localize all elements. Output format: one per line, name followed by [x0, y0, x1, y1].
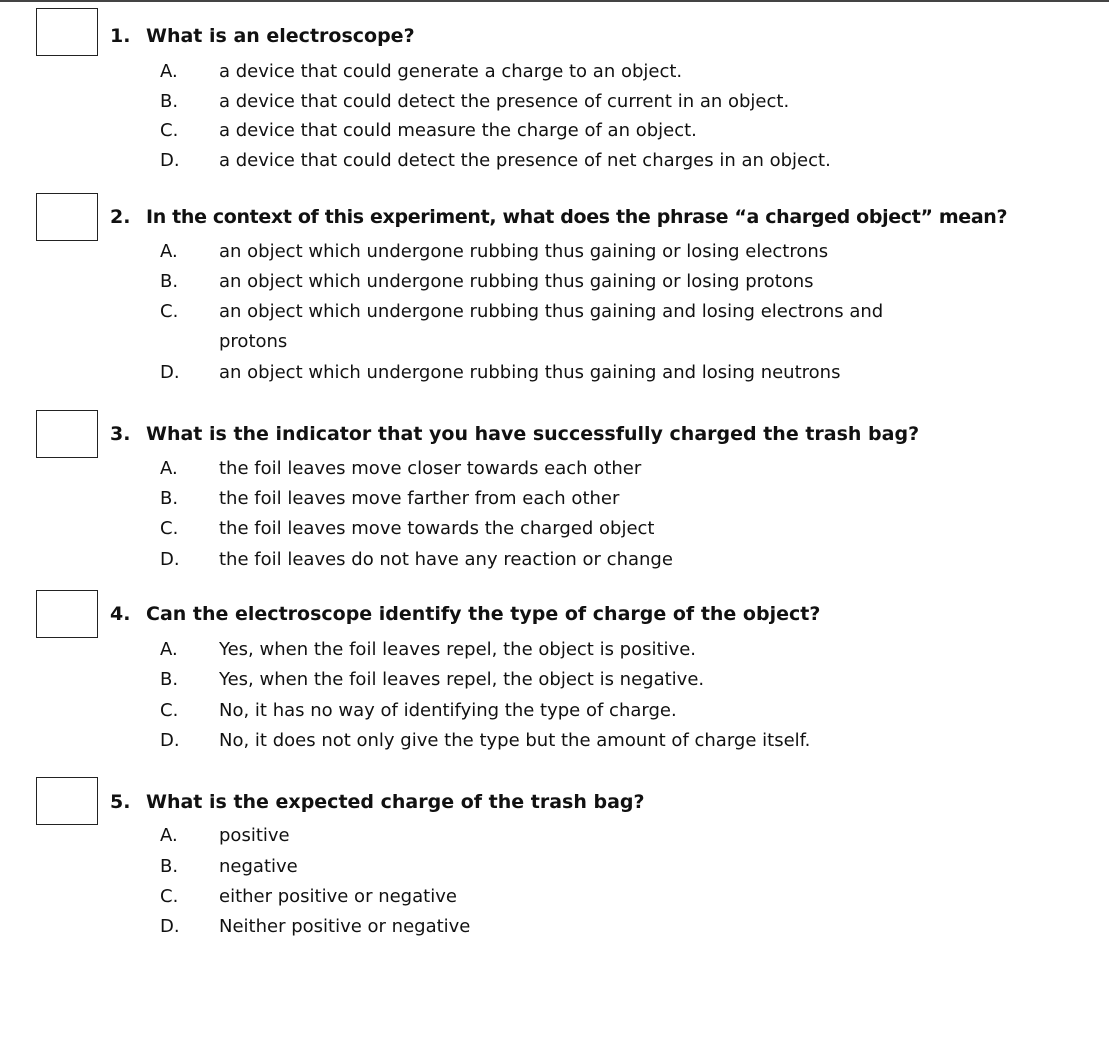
option-letter: D. [160, 549, 180, 570]
answer-box-1[interactable] [36, 8, 98, 56]
answer-box-4[interactable] [36, 590, 98, 638]
question-text: What is the indicator that you have successfully charged the trash bag? [146, 423, 920, 445]
option-letter: A. [160, 639, 178, 660]
option-text: a device that could measure the charge of an object. [219, 120, 697, 141]
answer-box-3[interactable] [36, 410, 98, 458]
option-letter: B. [160, 669, 179, 690]
option-text: a device that could generate a charge to an object. [219, 61, 683, 82]
question-number: 4. [110, 603, 131, 625]
option-text-continued: protons [219, 331, 288, 352]
question-number: 5. [110, 791, 131, 813]
option-letter: B. [160, 856, 179, 877]
option-text: either positive or negative [219, 886, 457, 907]
option-letter: D. [160, 730, 180, 751]
option-letter: C. [160, 518, 179, 539]
option-letter: C. [160, 120, 179, 141]
option-letter: B. [160, 91, 179, 112]
option-text: the foil leaves move farther from each other [219, 488, 620, 509]
option-letter: D. [160, 150, 180, 171]
option-letter: C. [160, 886, 179, 907]
answer-box-5[interactable] [36, 777, 98, 825]
question-number: 2. [110, 206, 131, 228]
answer-box-2[interactable] [36, 193, 98, 241]
question-number: 1. [110, 25, 131, 47]
option-text: an object which undergone rubbing thus gaining or losing electrons [219, 241, 829, 262]
option-letter: C. [160, 700, 179, 721]
option-letter: C. [160, 301, 179, 322]
option-text: positive [219, 825, 290, 846]
question-text: In the context of this experiment, what does the phrase “a charged object” mean? [146, 206, 1008, 228]
option-text: a device that could detect the presence of current in an object. [219, 91, 790, 112]
option-text: a device that could detect the presence of net charges in an object. [219, 150, 831, 171]
question-text: What is an electroscope? [146, 25, 415, 47]
option-letter: A. [160, 458, 178, 479]
option-text: Neither positive or negative [219, 916, 471, 937]
question-text: What is the expected charge of the trash bag? [146, 791, 645, 813]
option-text: No, it does not only give the type but the amount of charge itself. [219, 730, 811, 751]
option-text: an object which undergone rubbing thus gaining and losing neutrons [219, 362, 841, 383]
option-letter: A. [160, 61, 178, 82]
option-letter: B. [160, 488, 179, 509]
option-text: the foil leaves move towards the charged object [219, 518, 655, 539]
option-letter: A. [160, 825, 178, 846]
option-text: an object which undergone rubbing thus gaining or losing protons [219, 271, 814, 292]
option-letter: B. [160, 271, 179, 292]
option-text: the foil leaves do not have any reaction or change [219, 549, 673, 570]
option-text: Yes, when the foil leaves repel, the object is positive. [219, 639, 696, 660]
option-letter: D. [160, 362, 180, 383]
option-text: No, it has no way of identifying the type of charge. [219, 700, 677, 721]
question-text: Can the electroscope identify the type of charge of the object? [146, 603, 821, 625]
top-rule [0, 0, 1109, 2]
option-text: an object which undergone rubbing thus gaining and losing electrons and [219, 301, 884, 322]
option-text: the foil leaves move closer towards each other [219, 458, 642, 479]
option-letter: D. [160, 916, 180, 937]
question-number: 3. [110, 423, 131, 445]
option-text: negative [219, 856, 298, 877]
option-text: Yes, when the foil leaves repel, the object is negative. [219, 669, 705, 690]
option-letter: A. [160, 241, 178, 262]
